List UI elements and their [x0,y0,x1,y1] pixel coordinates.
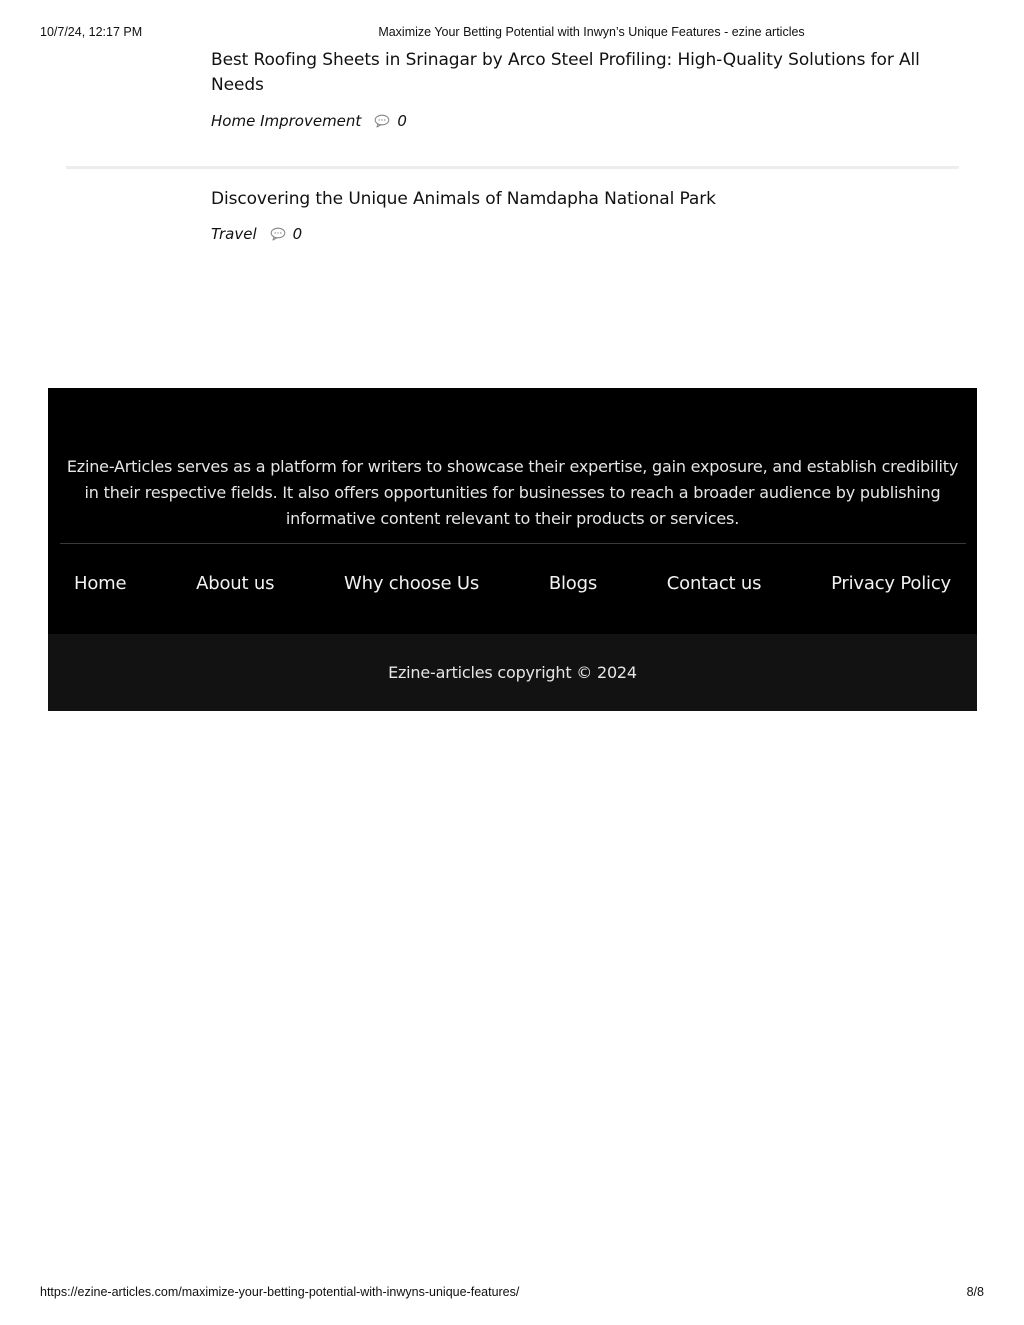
copyright-text: Ezine-articles copyright © 2024 [388,663,637,682]
related-post-category[interactable]: Home Improvement [211,112,362,130]
footer-link-contact-us[interactable]: Contact us [666,572,762,594]
related-post-comment-count[interactable]: 0 [292,225,303,243]
footer-divider [60,543,966,544]
footer-link-blogs[interactable]: Blogs [548,572,598,594]
related-posts-list [66,46,959,243]
related-post-meta [211,112,959,130]
print-header-datetime: 10/7/24, 12:17 PM [40,25,143,39]
print-header-title: Maximize Your Betting Potential with Inwyn’s Unique Features - ezine articles [378,25,805,39]
footer-link-about-us[interactable]: About us [196,572,275,594]
footer-copyright-bar [48,634,977,711]
related-post-item [66,169,959,243]
footer-about-text: Ezine-Articles serves as a platform for writers to showcase their expertise, gain exposure, and establish credibility in their respective fields. It also offers opportunities for businesses to reach a broader audience by publishing informative content relevant to their products or services. [66,457,959,528]
related-post-item [66,46,959,169]
site-footer [48,388,977,711]
footer-link-home[interactable]: Home [74,572,127,594]
related-post-comment-count[interactable]: 0 [397,112,407,130]
related-post-title[interactable]: Best Roofing Sheets in Srinagar by Arco Steel Profiling: High-Quality Solutions for All Needs [211,50,920,95]
footer-link-privacy-policy[interactable]: Privacy Policy [831,572,951,594]
related-post-meta [211,225,959,243]
related-post-title[interactable]: Discovering the Unique Animals of Namdapha National Park [211,189,716,209]
footer-link-why-choose-us[interactable]: Why choose Us [344,572,480,594]
print-footer-url: https://ezine-articles.com/maximize-your-betting-potential-with-inwyns-unique-features/ [40,1285,520,1299]
comment-bubble-icon [270,227,286,241]
print-footer-page-number: 8/8 [966,1285,984,1299]
comment-bubble-icon [374,114,390,128]
related-post-category[interactable]: Travel [211,225,257,243]
footer-nav [48,568,977,598]
